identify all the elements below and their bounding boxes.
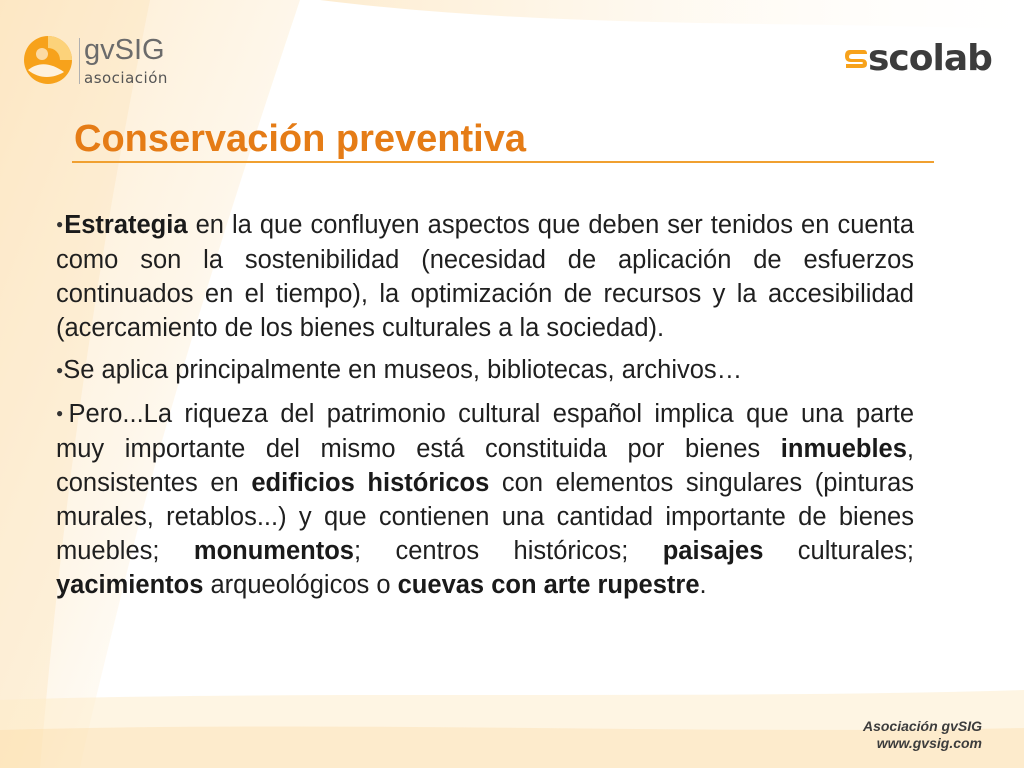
bullet-dot-icon: ● — [56, 362, 64, 377]
bullet-strategy-text: en la que confluyen aspectos que deben ser tenidos en cuenta como son la sostenibilidad (necesidad de aplicación de esfuerzos continuados en el tiempo), la optimización de recursos y la accesibilidad (acercamiento de los bienes culturales a la sociedad). — [56, 211, 915, 343]
title-underline — [72, 161, 934, 163]
bullet-heritage-text: . — [699, 570, 707, 599]
bold-inmuebles: inmuebles — [780, 434, 907, 463]
logo-divider — [79, 38, 80, 84]
bullet-strategy — [56, 208, 914, 345]
bold-paisajes: paisajes — [662, 536, 764, 565]
slide-title: Conservación preventiva — [74, 118, 526, 160]
scolab-logo-name: scolab — [868, 38, 992, 79]
bold-edificios-historicos: edificios históricos — [251, 468, 490, 497]
bullet-heritage-text: ; centros históricos; — [353, 536, 663, 565]
gvsig-logo-subtitle: asociación — [84, 69, 168, 87]
scolab-s-icon — [844, 46, 868, 70]
bullet-application-text: Se aplica principalmente en museos, bibliotecas, archivos… — [63, 356, 743, 385]
bullet-heritage-text: , consistentes en — [56, 434, 914, 497]
footer — [863, 718, 982, 752]
bullet-heritage-text: Pero...La riqueza del patrimonio cultural español implica que una parte muy importante del mismo está constituida por bienes — [56, 399, 915, 463]
bullet-heritage-text: culturales; — [763, 536, 915, 565]
footer-website: www.gvsig.com — [876, 735, 982, 751]
bullet-heritage — [56, 397, 914, 602]
bullet-strategy-lead: Estrategia — [64, 211, 188, 239]
bold-cuevas-arte-rupestre: cuevas con arte rupestre — [397, 570, 700, 599]
gvsig-asociacion-logo — [20, 32, 180, 92]
bold-yacimientos: yacimientos — [56, 570, 204, 599]
bullet-application — [56, 353, 914, 388]
footer-organization: Asociación gvSIG — [862, 718, 982, 734]
bullet-dot-icon: ● — [56, 405, 69, 420]
gvsig-logo-icon — [20, 32, 76, 88]
gvsig-logo-name: gvSIG — [84, 34, 165, 66]
bullet-heritage-text: arqueológicos o — [203, 570, 398, 599]
bold-monumentos: monumentos — [193, 536, 354, 565]
scolab-logo — [844, 38, 992, 79]
bullet-heritage-text: con elementos singulares (pinturas murales, retablos...) y que contienen una cantidad importante de bienes muebles; — [56, 468, 915, 565]
slide-content — [56, 208, 914, 610]
bullet-dot-icon: ● — [56, 217, 65, 232]
